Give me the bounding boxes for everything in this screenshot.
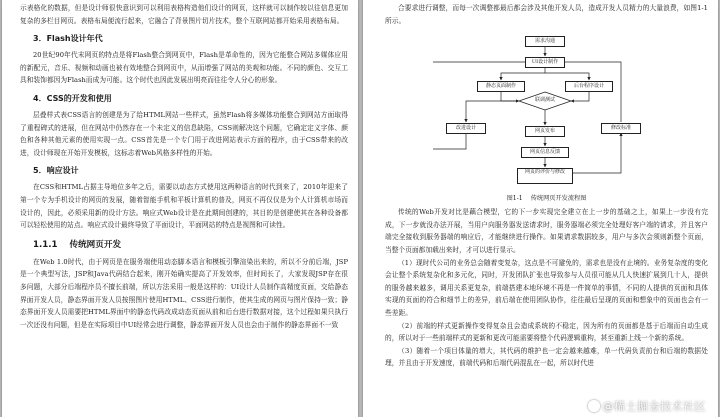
- arrow-test-to-fix-design: [466, 101, 520, 122]
- development-flowchart: [433, 29, 663, 189]
- node-fix-design: 改进设计: [446, 123, 486, 134]
- right-paragraph-4: （3）随着一个项目体量的增大，其代码的维护也一定会越来越难，单一代码负责前台和后端的数据处理，并且由于开发速度，前端代码和后端代码混乱在一起，所以时代进: [385, 346, 708, 368]
- section-4-paragraph: 层叠样式表CSS语言的创建是为了给HTML网站一些样式，虽然Flash将多媒体功能整合到网站方面取得了重程碑式的进展，但在网站中仍然存在一个未定义的信息缺陷，CSS则解决这个问题，它确定定义字体、颜色和各种其他元素的使用实现一点。CSS首先是一个专门用于改进网站表示方面的程序，由于CSS带来的改进，设计师现在开始开发模板，这标志着Web风格多样性的开始。: [20, 110, 348, 157]
- arrow-rework-to-standard: [573, 133, 621, 173]
- subsection-paragraph: 在Web 1.0时代，由于网页是在服务端使用动态脚本语言和模板引擎渲染出来的，所以不分前后端，JSP是一个典型写法，JSP和Java代码结合起来，刚开始确实提高了开发效率，但时间长了，大家发现JSP存在很多问题，大部分后端程序员不擅长前端，所以方法采用一般是这样的：UI设计人员制作高精度页面，交给静态界面开发人员，静态界面开发人员按照图片使用HTML、CSS进行制作，使其生成的网页与图片保持一致；静态界面开发人员需要把HTML界面中的静态代码改成动态页面从前和后台进行数据对接，这个过程如果只执行一次还没有问题，但是在实际项目中UI经常会进行调整，静态界面开发人员也会由于制作的静态界面不一致: [20, 257, 348, 329]
- section-3-heading: 3．Flash设计年代: [33, 34, 103, 44]
- node-fix-standard: 修改标准: [601, 123, 641, 134]
- node-backend-dev: 后台程序设计: [565, 81, 613, 92]
- watermark: [588, 398, 707, 414]
- arrow-standard-loop: [558, 62, 621, 122]
- figure-number: 图1-1: [506, 195, 523, 203]
- right-paragraph-3: （2）前端的样式更新操作变得复杂且会造成系统的不稳定，因为所有的页面都是基于后端而自动生成的，所以对于一些前端样式的更新和更改可能需要将整个代码逻辑重构，甚至重新上线一个新的系统。: [385, 321, 708, 343]
- flowchart-connectors: [433, 29, 663, 189]
- right-page: [363, 0, 718, 417]
- node-rework: 网页的评价与修改: [517, 168, 573, 184]
- subsection-title: 传统网页开发: [69, 239, 122, 250]
- right-paragraph-2: （1）现时代公司的业务总会随着变复杂，这点是不可避免的，需求也是没有止境的。业务复杂度的变化会让整个系统复杂化和多元化，同时，开发团队扩张也导致参与人员很可能从几人快速扩展到几十人，提供的服务越来越多，调用关系更复杂，前端搭建本地环境不再是一件简单的事情，不同的人提供的页面和具体实现的页面的符合和细节上的差异，前后端在使用团队协作，往往最后呈现的页面和想象中的页面也会有一些差距。: [385, 258, 708, 317]
- right-paragraph-1: 传统的Web开发对比是藕合模型，它的下一步实现完全建立在上一步的基础之上，如果上一步没有完成，下一步就没办法开展，当用户向服务器发送请求时，服务器端必须完全处理好客户端的请求，并且客户端完全接收到服务器端的响应后，才能继续进行操作。如果请求数据较多，用户与多次会须则新整个页面，当整个页面都加载出来时，才可以进行显示。: [385, 208, 708, 254]
- arrow-fix-design-loop: [433, 62, 532, 149]
- arrow-ui-to-backend: [545, 73, 589, 80]
- decision-label: 联调测试: [534, 97, 555, 104]
- watermark-text: @稀土掘金技术社区: [602, 400, 706, 413]
- node-feedback: 网页信息反馈: [521, 147, 569, 158]
- right-top-paragraph: 合要求进行调整，而每一次调整都最后都会涉及其他开发人员，造成开发人员精力的大量浪费，如图1-1所示。: [385, 4, 708, 25]
- section-5-paragraph: 在CSS和HTML占据主导地位多年之后，需要以动态方式使用这两种语言的时代到来了，2010年迎来了第一个专为手机设计的网页的发展，随着智能手机和平板计算机的普及，网页不再仅仅是为个人计算机市场而设计的，因此，必须采用新的设计方法。响应式Web设计是在此期间创建的，其目的是创建使其在各种设备都可以轻松使用的站点。响应式设计最终导致了平面设计，平面网站的特点是视图和可读性。: [20, 183, 348, 230]
- section-4-heading: 4．CSS的开发和使用: [33, 93, 112, 103]
- left-page: [2, 0, 358, 417]
- node-ui-design: UI设计制作: [525, 57, 565, 68]
- node-requirements: 需求沟通: [525, 36, 565, 47]
- subsection-heading: [20, 238, 348, 252]
- intro-paragraph: 示表格化的数据，但是设计师很快意识到可以利用表格构造他们设计的网页，这样就可以制作较以往信息更加复杂的多栏目网页。表格布局便流行起来，它融合了背景图片切片技术，整个互联网站都开始采用表格布局。: [20, 4, 348, 25]
- watermark-logo-icon: [588, 400, 600, 412]
- subsection-number: 1.1.1: [33, 239, 58, 250]
- node-publish: 网页发布: [525, 126, 565, 137]
- arrow-backend-to-test: [571, 91, 589, 101]
- figure-caption-text: 传统网页开发流程图: [530, 195, 587, 203]
- arrow-static-to-test: [501, 91, 519, 101]
- arrow-ui-to-static: [501, 67, 545, 80]
- node-static-page: 静态页面制作: [477, 81, 525, 92]
- section-5-heading: 5．响应设计: [33, 166, 79, 176]
- figure-caption: [385, 193, 708, 202]
- section-3-paragraph: 20世纪90年代末网页的特点是将Flash整合到网页中，Flash是革命性的，因为它能整合网站多媒体应用的新配元，音乐、视频和动画也被有效地整合到网页中，从而增强了网站的美观和功能。不同的颜色、交互工具和装饰都因为Flash而成为可能。这个时代也因此发展出明亮而往往令人分心的形象。: [20, 51, 348, 85]
